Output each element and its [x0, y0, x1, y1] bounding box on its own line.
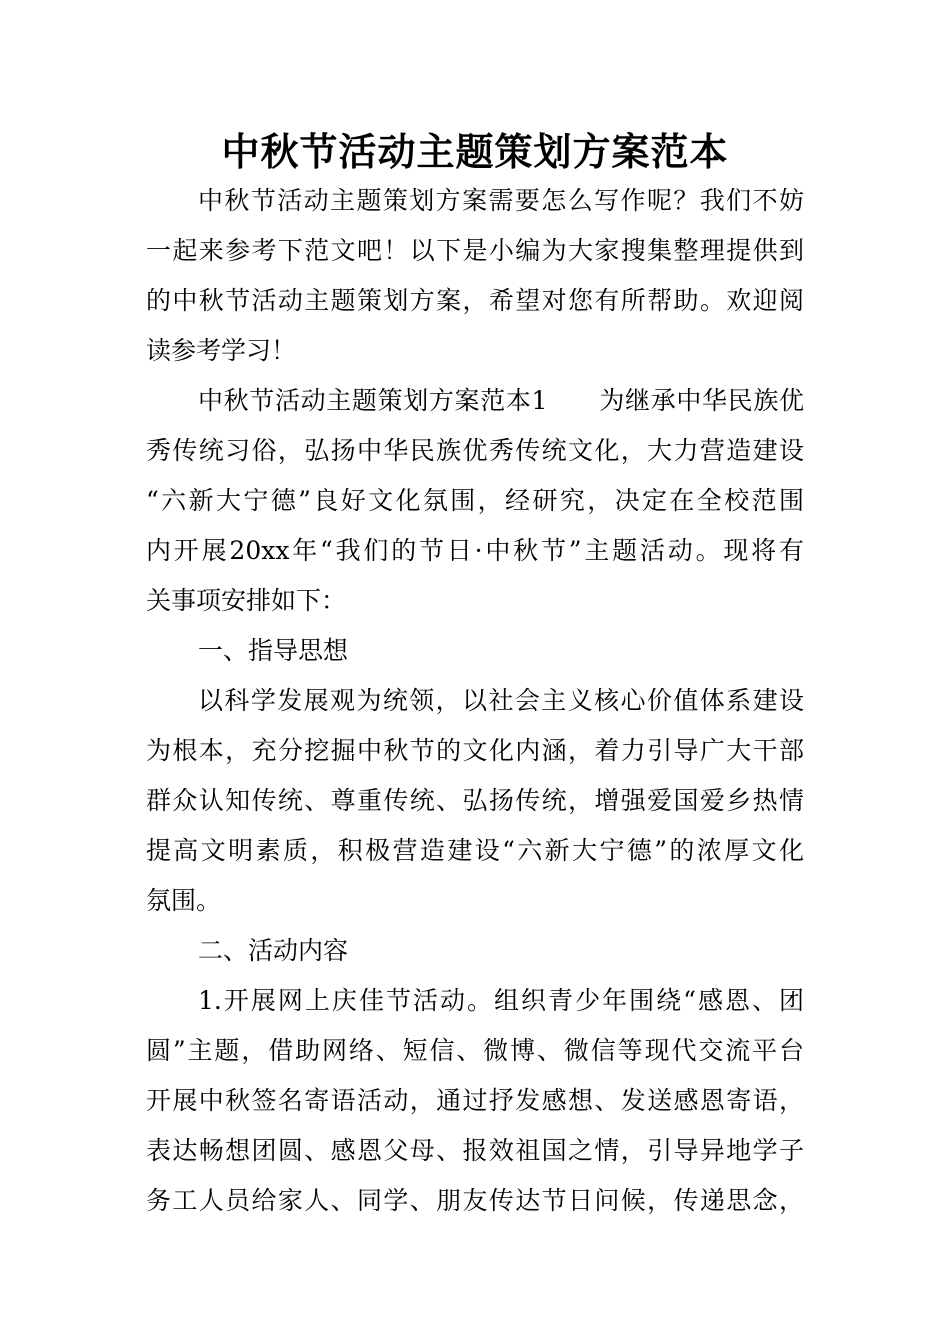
text-line: 氛围。 [146, 886, 222, 915]
text-line: 关事项安排如下： [146, 586, 347, 615]
text-line: 读参考学习！ [146, 336, 297, 365]
text-line: 提高文明素质，积极营造建设“六新大宁德”的浓厚文化 [146, 836, 804, 865]
text-line: “六新大宁德”良好文化氛围，经研究，决定在全校范围 [146, 486, 804, 515]
text-line: 一、指导思想 [198, 636, 349, 665]
text-line: 二、活动内容 [198, 936, 349, 965]
text-line: 中秋节活动主题策划方案范本1 为继承中华民族优 [198, 386, 804, 415]
text-line: 表达畅想团圆、感恩父母、报效祖国之情，引导异地学子 [146, 1136, 804, 1165]
text-line: 1.开展网上庆佳节活动。组织青少年围绕“感恩、团 [198, 986, 804, 1015]
text-line: 一起来参考下范文吧！以下是小编为大家搜集整理提供到 [146, 236, 804, 265]
text-line: 以科学发展观为统领，以社会主义核心价值体系建设 [198, 686, 804, 715]
text-line: 开展中秋签名寄语活动，通过抒发感想、发送感恩寄语， [146, 1086, 804, 1115]
text-line: 圆”主题，借助网络、短信、微博、微信等现代交流平台 [146, 1036, 804, 1065]
document-title: 中秋节活动主题策划方案范本 [221, 129, 729, 174]
text-line: 群众认知传统、尊重传统、弘扬传统，增强爱国爱乡热情 [146, 786, 804, 815]
document-body [146, 176, 804, 1226]
text-line: 内开展20xx年“我们的节日·中秋节”主题活动。现将有 [146, 536, 804, 565]
text-line: 中秋节活动主题策划方案需要怎么写作呢？我们不妨 [198, 186, 804, 215]
text-line: 务工人员给家人、同学、朋友传达节日问候，传递思念， [146, 1186, 804, 1215]
text-line: 为根本，充分挖掘中秋节的文化内涵，着力引导广大干部 [146, 736, 804, 765]
text-line: 秀传统习俗，弘扬中华民族优秀传统文化，大力营造建设 [146, 436, 804, 465]
text-line: 的中秋节活动主题策划方案，希望对您有所帮助。欢迎阅 [146, 286, 804, 315]
